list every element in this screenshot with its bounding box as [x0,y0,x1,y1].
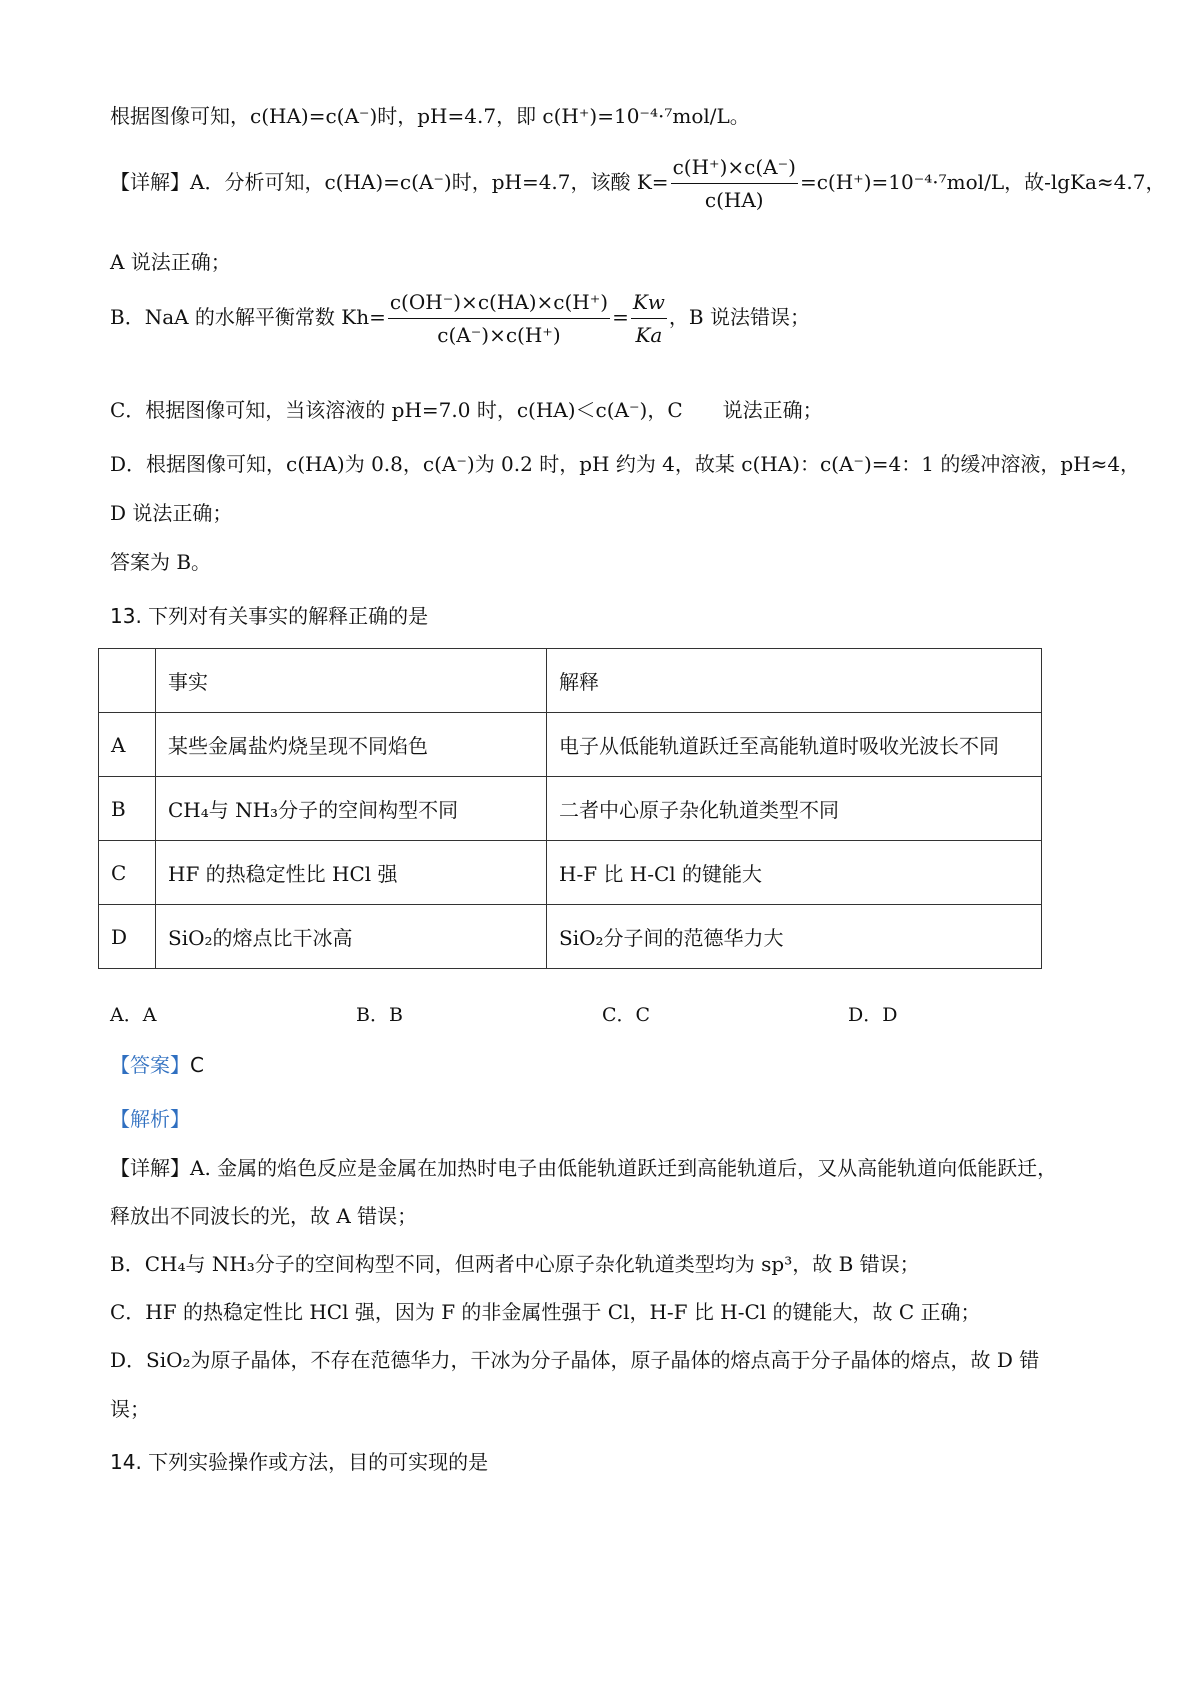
table-cell: HF 的热稳定性比 HCl 强 [156,841,547,905]
kh-numerator: c(OH⁻)×c(HA)×c(H⁺) [388,290,610,319]
q13-title: 13. 下列对有关事实的解释正确的是 [110,604,429,628]
table-cell: D [99,905,156,969]
exp-d-cont: 误； [110,1397,150,1421]
ka-numerator: c(H⁺)×c(A⁻) [671,155,798,184]
table-cell: SiO₂分子间的范德华力大 [547,905,1042,969]
exp-b-line: B．CH₄与 NH₃分子的空间构型不同，但两者中心原子杂化轨道类型均为 sp³，故 B 错误； [110,1252,920,1276]
detail-d-cont: D 说法正确； [110,501,233,525]
table-cell: SiO₂的熔点比干冰高 [156,905,547,969]
table-header-cell: 事实 [156,649,547,713]
detail-b-line: B．NaA 的水解平衡常数 Kh= $\frac{c(OH^-)\times c(HA)\times c(H^+)}{c(A^-)\times c(H^+)}$ = $\frac{Kw}{Ka}$ ，B 说法错误； [110,290,810,347]
exp-d-line: D．SiO₂为原子晶体，不存在范德华力，干冰为分子晶体，原子晶体的熔点高于分子晶体的熔点，故 D 错 [110,1348,1040,1372]
previous-answer: 答案为 B。 [110,550,212,574]
choice-b: B．B [356,1004,403,1026]
choice-a: A．A [110,1004,157,1026]
table-header-cell: 解释 [547,649,1042,713]
detail-b-prefix: B．NaA 的水解平衡常数 Kh= [110,305,386,329]
table-cell: B [99,777,156,841]
answer-tag: 【答案】 [110,1053,190,1077]
answer-value: C [190,1053,204,1077]
detail-a-line [110,155,1165,212]
kw-numerator: Kw [631,290,667,319]
exp-a-line: 【详解】A. 金属的焰色反应是金属在加热时电子由低能轨道跃迁到高能轨道后，又从高能轨道向低能跃迁， [110,1156,1058,1180]
detail-a-cont: A 说法正确； [110,250,231,274]
detail-d-line: D．根据图像可知，c(HA)为 0.8，c(A⁻)为 0.2 时，pH 约为 4，故某 c(HA)：c(A⁻)=4：1 的缓冲溶液，pH≈4， [110,452,1141,476]
ka-denominator: c(HA) [704,188,764,212]
intro-line: 根据图像可知，c(HA)=c(A⁻)时，pH=4.7，即 c(H⁺)=10⁻⁴·⁷mol/L。 [110,104,750,128]
table-cell: 电子从低能轨道跃迁至高能轨道时吸收光波长不同 [547,713,1042,777]
detail-a-suffix: =c(H⁺)=10⁻⁴·⁷mol/L，故-lgKa≈4.7， [799,170,1166,194]
choice-d: D．D [848,1004,898,1026]
table-row [99,777,1042,841]
detail-b-suffix: ，B 说法错误； [668,305,810,329]
analysis-tag: 【解析】 [110,1107,190,1131]
table-row [99,841,1042,905]
exp-c-line: C．HF 的热稳定性比 HCl 强，因为 F 的非金属性强于 Cl，H-F 比 H-Cl 的键能大，故 C 正确； [110,1300,981,1324]
kw-ka-fraction [631,290,667,347]
ka-fraction [671,155,798,212]
table-cell: CH₄与 NH₃分子的空间构型不同 [156,777,547,841]
table-row [99,713,1042,777]
exp-a-cont: 释放出不同波长的光，故 A 错误； [110,1204,418,1228]
table-cell: 二者中心原子杂化轨道类型不同 [547,777,1042,841]
table-header-cell [99,649,156,713]
facts-table [98,648,1042,969]
answer-line [110,1053,204,1077]
table-cell: C [99,841,156,905]
detail-a-prefix: 【详解】A．分析可知，c(HA)=c(A⁻)时，pH=4.7，该酸 K= [110,170,669,194]
kh-fraction [388,290,610,347]
table-cell: 某些金属盐灼烧呈现不同焰色 [156,713,547,777]
choice-c: C．C [602,1004,651,1026]
table-row [99,905,1042,969]
table-cell: H-F 比 H-Cl 的键能大 [547,841,1042,905]
kh-denominator: c(A⁻)×c(H⁺) [437,323,561,347]
table-cell: A [99,713,156,777]
q14-title: 14. 下列实验操作或方法，目的可实现的是 [110,1450,489,1474]
table-header-row [99,649,1042,713]
detail-c-line: C．根据图像可知，当该溶液的 pH=7.0 时，c(HA)＜c(A⁻)，C 说法正确； [110,398,823,422]
ka-denominator-b: Ka [635,323,663,347]
